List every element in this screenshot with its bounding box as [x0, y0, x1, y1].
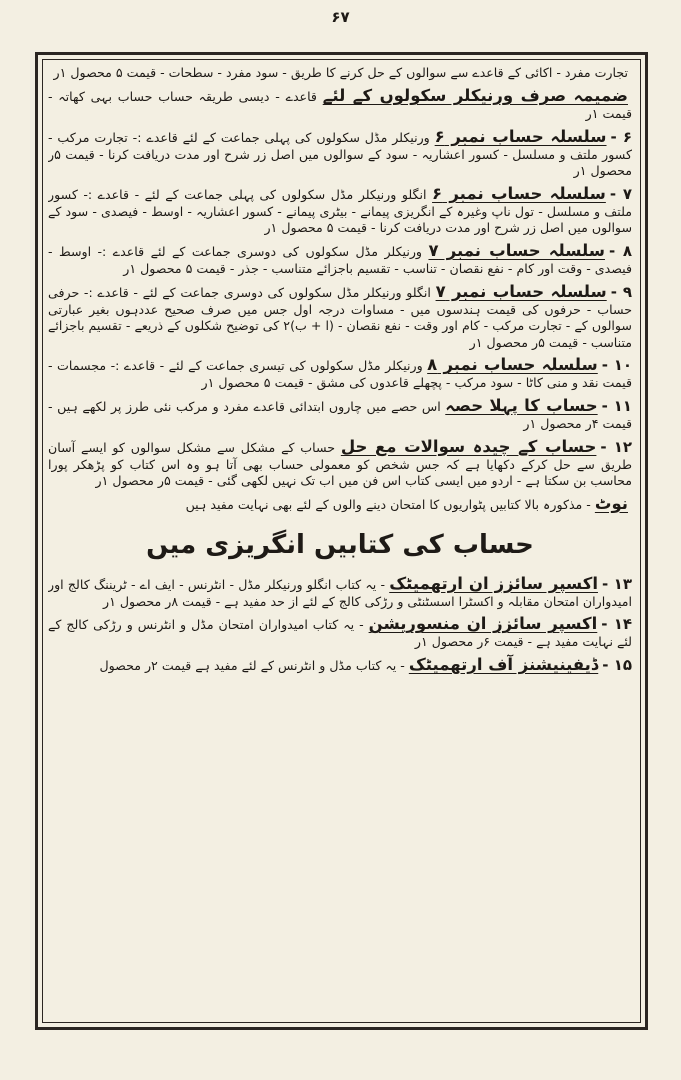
entry-text: ورنیکلر مڈل سکولوں کی پہلی جماعت کے لئے	[182, 129, 430, 145]
entry-number: ۱۵ -	[602, 655, 632, 674]
entry-number: ۷ -	[609, 184, 632, 203]
entry-number: ۱۱ -	[601, 396, 632, 415]
book-entry	[48, 62, 632, 82]
entry-title: اکسپر سائزز ان ارتھمیٹک	[389, 573, 598, 593]
entry-text: - مذکورہ بالا کتابیں پٹواریوں کا امتحان دینے والوں کے لئے بھی نہایت مفید ہیں	[185, 496, 591, 512]
entry-text: قیمت ۵ر محصول ۱ر	[469, 334, 579, 350]
entry-text: قاعدے :- تجارت مرکب - کسور ملتف و مسلسل - کسور اعشاریہ - سود کے سوالوں میں اصل	[48, 129, 632, 162]
book-entry	[48, 655, 632, 675]
book-entry	[48, 574, 632, 611]
entry-number: ۱۰ -	[601, 356, 632, 375]
entry-text: متناسب - جذر - قیمت ۵ محصول ۱ر	[123, 260, 313, 276]
entry-text: کو ایسے آسان طریق سے حل کرکے دکھایا ہے کہ جس شخص کو معمولی حساب بھی آتا ہو وہ	[48, 439, 632, 472]
entry-text: اول جس میں صرف صحیح عددہوں بغیر عبارتی سوالوں کے - تجارت مرکب - کام اور وقت -	[48, 301, 632, 334]
book-entry	[48, 355, 632, 392]
book-entry	[48, 127, 632, 180]
entry-text: رڑکی کالج کے لئے نہایت مفید ہے - قیمت ۶ر محصول ۱ر	[48, 617, 632, 650]
entry-text: قاعدے - دیسی طریقہ حساب	[158, 89, 317, 104]
entry-title: سلسلہ حساب نمبر ۷	[435, 281, 607, 301]
entry-text: سطحات - قیمت ۵ محصول ۱ر	[53, 65, 214, 80]
entry-number: ۱۳ -	[601, 574, 632, 593]
entry-text: انگلو ورنیکلر مڈل سکولوں کی پہلی جماعت کے	[165, 186, 427, 202]
entry-title: سلسلہ حساب نمبر ۶	[432, 183, 606, 203]
english-book-list	[48, 574, 632, 675]
book-entry	[48, 241, 632, 278]
page-content	[48, 62, 632, 1022]
entry-text: نئی طرز پر لکھے ہیں - قیمت ۴ر محصول ۱ر	[48, 398, 632, 431]
entry-title: سلسلہ حساب نمبر ۶	[434, 126, 607, 146]
entry-title: ڈیفینیشنز آف ارتھمیٹک	[408, 654, 599, 674]
entry-title: نوٹ	[594, 493, 628, 513]
entry-text: اس کتاب کو پڑھکر پورا محاسب بن سکتا ہے - اردو میں ایسی کتاب اس فن میں اب تک	[48, 456, 632, 489]
entry-title: حساب کا پہلا حصہ	[445, 395, 598, 415]
entry-number: ۱۲ -	[600, 437, 632, 456]
entry-text: انگلو ورنیکلر مڈل سکولوں کی دوسری جماعت	[180, 284, 431, 300]
section-heading: حساب کی کتابیں انگریزی میں	[146, 529, 534, 560]
entry-text: اس حصے میں چاروں ابتدائی قاعدے مفرد و مرکب	[175, 398, 441, 414]
book-entry	[48, 494, 632, 514]
entry-title: اکسپر سائزز ان منسوریشن	[368, 614, 598, 634]
entry-text: حساب بہی کھاتہ - قیمت ۱ر	[48, 89, 632, 121]
entry-text: کرنا - قیمت ۵ محصول ۱ر	[264, 220, 400, 236]
entry-text: نہیں لکھی گئی - قیمت ۵ر محصول ۱ر	[95, 473, 297, 489]
entry-text: کے لئے - قاعدے :- حرفی حساب - حرفوں کی قیمت ہندسوں میں - مساوات درجہ	[48, 284, 632, 317]
entry-text: کی مشق - قیمت ۵ محصول ۱ر	[201, 375, 366, 391]
entry-number: ۱۴ -	[601, 615, 632, 634]
entry-text: پیمانے - کسور اعشاریہ - اوسط - فیصدی - سود کے سوالوں میں اصل زر شرح اور مدت دریافت	[48, 203, 632, 236]
book-entry	[48, 396, 632, 433]
entry-text: کے لئے - قاعدے :- مجسمات - قیمت نقد و منی کاٹا - سود مرکب - پچھلے قاعدوں	[48, 358, 632, 391]
entry-text: حساب کے مشکل سے مشکل سوالوں	[130, 439, 335, 455]
book-entry	[48, 614, 632, 651]
entry-title: ضمیمہ صرف ورنیکلر سکولوں کے لئے	[322, 86, 628, 105]
entry-title: سلسلہ حساب نمبر ۷	[428, 240, 605, 260]
entry-text: قاعدے :- اوسط - فیصدی - وقت اور کام - نفع نقصان - تناسب - تقسیم باجزائے	[48, 243, 632, 276]
book-entry	[48, 282, 632, 352]
book-entry	[48, 86, 632, 123]
entry-number: ۶ -	[610, 127, 632, 146]
entry-text: ورنیکلر مڈل سکولوں کی تیسری جماعت	[206, 358, 423, 374]
entry-text: تجارت مفرد - اکائی کے قاعدے سے سوالوں کے حل کرنے کا طریق - سود مفرد -	[217, 65, 628, 80]
entry-text: ورنیکلر مڈل سکولوں کی دوسری جماعت کے لئے	[150, 243, 423, 259]
entry-text: - یہ کتاب انگلو ورنیکلر مڈل - انٹرنس -	[179, 576, 385, 592]
entry-title: حساب کے چیدہ سوالات مع حل	[340, 436, 597, 456]
entry-text: کے لئے از حد مفید ہے - قیمت ۸ر محصول ۱ر	[102, 593, 335, 609]
entry-text: نفع نقصان - (ا + ب)۲ کی توضیح شکلوں کے ذریعے - تقسیم باجزائے متناسب -	[48, 318, 632, 350]
entry-text: زر شرح اور مدت دریافت کرنا - قیمت ۵ر محصول ۱ر	[48, 146, 632, 179]
entry-text: ایف اے - ٹریننگ کالج اور امیدواران امتحان مقابلہ و اکسٹرا اسسٹنٹی و رڑکی کالج	[48, 576, 632, 609]
entry-text: لئے - قاعدے :- کسور ملتف و مسلسل - تول ناپ وغیرہ کے انگریزی پیمانے - بیٹری	[48, 186, 632, 219]
book-entry	[48, 184, 632, 237]
page-number: ۶۷	[331, 8, 350, 26]
entry-text: - یہ کتاب امیدواران امتحان مڈل و انٹرنس و	[126, 617, 364, 633]
book-entry	[48, 437, 632, 490]
entry-number: ۸ -	[608, 241, 632, 260]
entry-title: سلسلہ حساب نمبر ۸	[427, 355, 598, 375]
book-list	[48, 62, 632, 514]
entry-number: ۹ -	[610, 282, 632, 301]
entry-text: - یہ کتاب مڈل و انٹرنس کے لئے مفید ہے قیمت ۲ر محصول	[99, 657, 405, 673]
